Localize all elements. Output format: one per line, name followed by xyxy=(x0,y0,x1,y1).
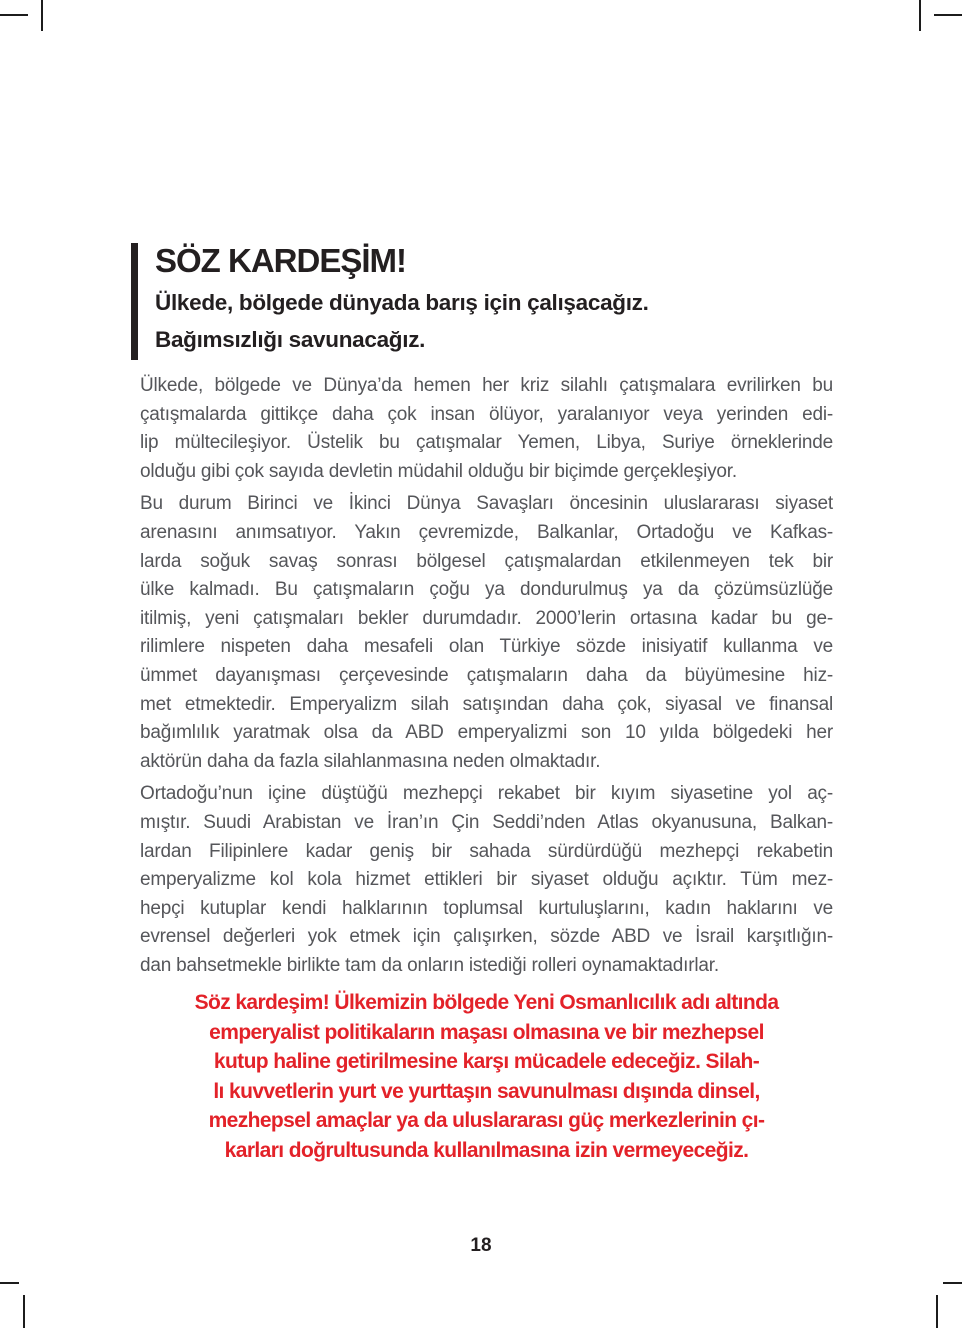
text-line: karları doğrultusunda kullanılmasına izin vermeyeceğiz. xyxy=(224,1138,749,1162)
text-line: olduğu gibi çok sayıda devletin müdahil olduğu bir biçimde gerçekleşiyor. xyxy=(140,460,737,482)
text-line: lip mültecileşiyor. Üstelik bu çatışmalar Yemen, Libya, Suriye örneklerinde xyxy=(140,432,833,454)
text-line: itilmiş, yeni çatışmaları bekler durumdadır. 2000’lerin ortasına kadar bu ge- xyxy=(140,607,833,629)
text-line: rilimlere nispeten daha mesafeli olan Türkiye sözde inisiyatif kullanma ve xyxy=(140,636,833,658)
text-line: larda soğuk savaş sonrası bölgesel çatışmalardan etkilenmeyen tek bir xyxy=(140,550,833,572)
text-line: ümmet dayanışması çerçevesinde çatışmaların daha da büyümesine hiz- xyxy=(140,664,833,686)
crop-mark-top-left-vertical xyxy=(41,0,43,31)
body-paragraph xyxy=(140,372,833,486)
body-paragraph xyxy=(140,780,833,980)
crop-mark-bottom-right-horizontal xyxy=(943,1282,962,1284)
crop-mark-top-right-horizontal xyxy=(934,14,962,16)
text-line: emperyalizme kol kola hizmet ettikleri bir siyaset olduğu açıktır. Tüm mez- xyxy=(140,869,833,891)
text-line: Ortadoğu’nun içine düştüğü mezhepçi rekabet bir kıyım siyasetine yol aç- xyxy=(140,783,833,805)
text-line: emperyalist politikaların maşası olmasına ve bir mezhepsel xyxy=(209,1020,764,1044)
crop-mark-bottom-left-vertical xyxy=(23,1295,25,1328)
text-line: bağımlılık yaratmak olsa da ABD emperyalizmi son 10 yılda bölgedeki her xyxy=(140,722,833,744)
text-line: lardan Filipinlere kadar geniş bir sahada sürdürdüğü mezhepçi rekabetin xyxy=(140,840,833,862)
body-column xyxy=(140,372,833,1165)
crop-mark-top-right-vertical xyxy=(919,0,921,31)
body-paragraph xyxy=(140,490,833,776)
crop-mark-bottom-right-vertical xyxy=(936,1295,938,1328)
text-line: Ülkede, bölgede dünyada barış için çalışacağız. xyxy=(155,290,649,315)
page-title: SÖZ KARDEŞİM! xyxy=(155,242,406,279)
text-line: hepçi kutuplar kendi halklarının toplumsal kurtuluşlarını, kadın haklarını ve xyxy=(140,897,833,919)
text-line: Bağımsızlığı savunacağız. xyxy=(155,327,426,352)
crop-mark-top-left-horizontal xyxy=(0,14,28,16)
text-line: lı kuvvetlerin yurt ve yurttaşın savunulması dışında dinsel, xyxy=(213,1079,760,1103)
title-accent-bar xyxy=(131,243,138,360)
crop-mark-bottom-left-horizontal xyxy=(0,1282,19,1284)
page-footer xyxy=(0,1235,962,1257)
text-line: ülke kalmadı. Bu çatışmaların çoğu ya dondurulmuş ya da çözümsüzlüğe xyxy=(140,579,833,601)
text-line: Söz kardeşim! Ülkemizin bölgede Yeni Osmanlıcılık adı altında xyxy=(194,991,779,1015)
text-line: Ülkede, bölgede ve Dünya’da hemen her kriz silahlı çatışmalara evrilirken bu xyxy=(140,375,833,396)
text-line: met etmektedir. Emperyalizm silah satışından daha çok, siyasal ve finansal xyxy=(140,693,833,715)
text-line: dan bahsetmekle birlikte tam da onların istediği rolleri oynamaktadırlar. xyxy=(140,954,719,976)
page-number: 18 xyxy=(470,1235,492,1256)
text-line: Bu durum Birinci ve İkinci Dünya Savaşları öncesinin uluslararası siyaset xyxy=(140,493,833,515)
highlight-paragraph xyxy=(140,988,833,1165)
text-line: arenasını anımsatıyor. Yakın çevremizde, Balkanlar, Ortadoğu ve Kafkas- xyxy=(140,521,833,543)
text-line: evrensel değerleri yok etmek için çalışırken, sözde ABD ve İsrail karşıtlığın- xyxy=(140,926,833,948)
text-line: mıştır. Suudi Arabistan ve İran’ın Çin Seddi’nden Atlas okyanusuna, Balkan- xyxy=(140,811,833,833)
text-line: aktörün daha da fazla silahlanmasına neden olmaktadır. xyxy=(140,750,601,772)
text-line: çatışmalarda gittikçe daha çok insan ölüyor, yaralanıyor veya yerinden edi- xyxy=(140,403,833,425)
page-subtitle xyxy=(155,284,649,358)
text-line: kutup haline getirilmesine karşı mücadele edeceğiz. Silah- xyxy=(213,1050,760,1074)
text-line: mezhepsel amaçlar ya da uluslararası güç merkezlerinin çı- xyxy=(208,1109,765,1133)
